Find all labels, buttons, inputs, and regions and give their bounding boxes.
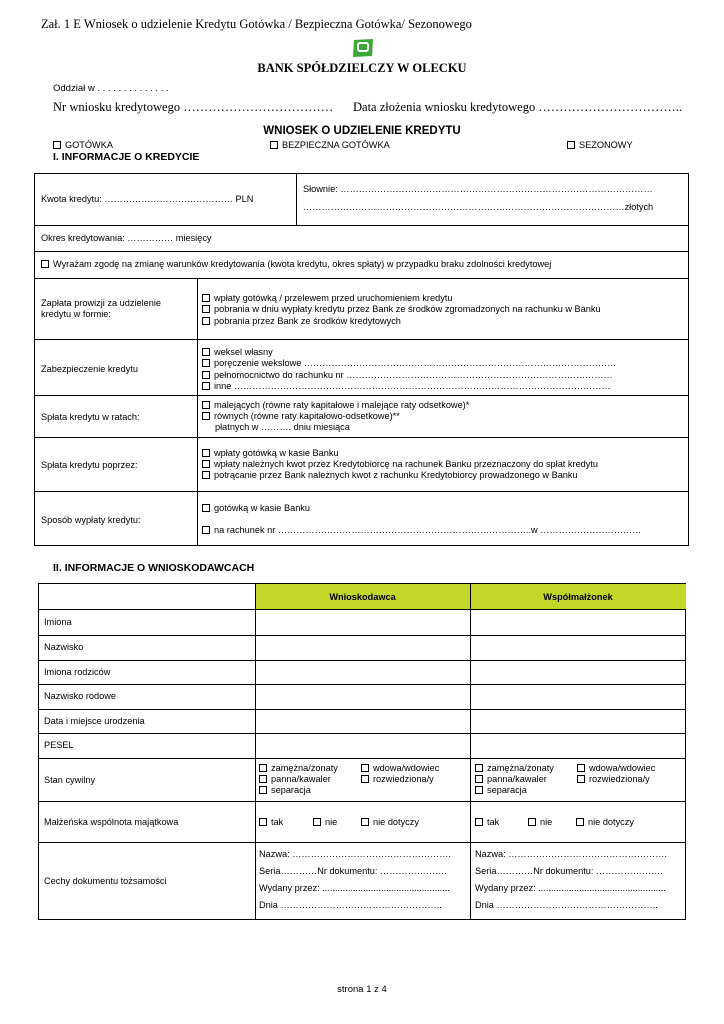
section1-title: I. INFORMACJE O KREDYCIE bbox=[53, 151, 200, 163]
applicant-property-yes[interactable]: tak bbox=[259, 817, 283, 827]
applicant-id-issuer[interactable]: Wydany przez: .................................................. bbox=[259, 883, 450, 893]
row-label-property: Małżeńska wspólnota majątkowa bbox=[44, 817, 179, 827]
row-label-surname: Nazwisko bbox=[44, 642, 84, 652]
spouse-parents-input[interactable] bbox=[471, 661, 685, 683]
page-number: strona 1 z 4 bbox=[337, 984, 387, 995]
amount-in-words-line2[interactable]: ……………………………………………………………………………………………złotych bbox=[303, 202, 654, 212]
credit-type-bezpieczna[interactable]: BEZPIECZNA GOTÓWKA bbox=[270, 140, 390, 150]
applicant-civil-single[interactable]: panna/kawaler bbox=[259, 774, 331, 784]
applicant-id-name[interactable]: Nazwa: ……………………………………………. bbox=[259, 849, 451, 859]
row-label-maiden-name: Nazwisko rodowe bbox=[44, 691, 116, 701]
installments-day-field[interactable]: płatnych w ………. dniu miesiąca bbox=[215, 422, 350, 432]
spouse-civil-married[interactable]: zamężna/żonaty bbox=[475, 763, 554, 773]
repayment-label: Spłata kredytu poprzez: bbox=[41, 460, 138, 470]
bank-logo bbox=[351, 38, 375, 58]
checkbox[interactable] bbox=[259, 775, 267, 783]
checkbox[interactable] bbox=[41, 260, 49, 268]
credit-amount-field[interactable]: Kwota kredytu: …………………………………… PLN bbox=[41, 194, 254, 204]
installments-option-1[interactable]: malejących (równe raty kapitałowe i malejące raty odsetkowe)* bbox=[202, 400, 469, 410]
spouse-id-date[interactable]: Dnia …………………………………………….. bbox=[475, 900, 658, 910]
security-option-2[interactable]: poręczenie wekslowe ………………………………………………………………………………………… bbox=[202, 358, 616, 368]
checkbox[interactable] bbox=[577, 775, 585, 783]
checkbox[interactable] bbox=[475, 775, 483, 783]
applicant-maiden-input[interactable] bbox=[256, 685, 469, 708]
repayment-option-3[interactable]: potrącanie przez Bank należnych kwot z rachunku Kredytobiorcy prowadzonego w Banku bbox=[202, 470, 578, 480]
row-label-pesel: PESEL bbox=[44, 740, 74, 750]
form-title: WNIOSEK O UDZIELENIE KREDYTU bbox=[263, 125, 461, 137]
row-label-first-names: Imiona bbox=[44, 617, 72, 627]
row-label-civil-status: Stan cywilny bbox=[44, 775, 96, 785]
checkbox[interactable] bbox=[528, 818, 536, 826]
amount-in-words-line1[interactable]: Słownie: ………………………………………………………………………………………… bbox=[303, 184, 653, 194]
checkbox[interactable] bbox=[202, 382, 210, 390]
applicant-civil-widowed[interactable]: wdowa/wdowiec bbox=[361, 763, 439, 773]
checkbox[interactable] bbox=[567, 141, 575, 149]
checkbox[interactable] bbox=[202, 504, 210, 512]
commission-option-1[interactable]: wpłaty gotówką / przelewem przed uruchomieniem kredytu bbox=[202, 293, 452, 303]
checkbox[interactable] bbox=[475, 818, 483, 826]
applicant-id-date[interactable]: Dnia …………………………………………….. bbox=[259, 900, 442, 910]
applicant-property-na[interactable]: nie dotyczy bbox=[361, 817, 419, 827]
bank-name: BANK SPÓŁDZIELCZY W OLECKU bbox=[257, 61, 467, 75]
checkbox[interactable] bbox=[202, 471, 210, 479]
row-label-parents-names: Imiona rodziców bbox=[44, 667, 111, 677]
applicant-first-names-input[interactable] bbox=[256, 610, 469, 634]
checkbox[interactable] bbox=[259, 818, 267, 826]
checkbox[interactable] bbox=[259, 764, 267, 772]
commission-option-2[interactable]: pobrania w dniu wypłaty kredytu przez Bank ze środków zgromadzonych na rachunku w Banku bbox=[202, 304, 601, 314]
application-date-field[interactable]: Data złożenia wniosku kredytowego …………………………….. bbox=[353, 100, 683, 114]
checkbox[interactable] bbox=[202, 526, 210, 534]
payout-cash-option[interactable]: gotówką w kasie Banku bbox=[202, 503, 310, 513]
checkbox[interactable] bbox=[576, 818, 584, 826]
credit-type-sezonowy[interactable]: SEZONOWY bbox=[567, 140, 633, 150]
repayment-option-1[interactable]: wpłaty gotówką w kasie Banku bbox=[202, 448, 339, 458]
security-label: Zabezpieczenie kredytu bbox=[41, 364, 139, 374]
checkbox[interactable] bbox=[202, 294, 210, 302]
checkbox[interactable] bbox=[202, 359, 210, 367]
spouse-pesel-input[interactable] bbox=[471, 734, 685, 757]
installments-option-2[interactable]: równych (równe raty kapitałowo-odsetkowe)** bbox=[202, 411, 400, 421]
applicant-civil-married[interactable]: zamężna/żonaty bbox=[259, 763, 338, 773]
spouse-id-name[interactable]: Nazwa: ……………………………………………. bbox=[475, 849, 667, 859]
installments-label: Spłata kredytu w ratach: bbox=[41, 412, 140, 422]
column-spouse: Współmałżonek bbox=[543, 592, 613, 602]
checkbox[interactable] bbox=[202, 412, 210, 420]
checkbox[interactable] bbox=[202, 305, 210, 313]
spouse-civil-divorced[interactable]: rozwiedziona/y bbox=[577, 774, 650, 784]
spouse-surname-input[interactable] bbox=[471, 636, 685, 659]
applicant-civil-separated[interactable]: separacja bbox=[259, 785, 311, 795]
applicant-pesel-input[interactable] bbox=[256, 734, 469, 757]
spouse-maiden-input[interactable] bbox=[471, 685, 685, 708]
checkbox[interactable] bbox=[577, 764, 585, 772]
checkbox[interactable] bbox=[202, 317, 210, 325]
payout-account-option[interactable]: na rachunek nr ………………………………………………………………………..w …………………………… bbox=[202, 525, 641, 535]
credit-info-box bbox=[34, 173, 689, 546]
security-option-4[interactable]: inne …………………………………………………………………………………………………………… bbox=[202, 381, 611, 391]
credit-period-field[interactable]: Okres kredytowania: …………… miesięcy bbox=[41, 233, 212, 243]
security-option-3[interactable]: pełnomocnictwo do rachunku nr …………………………………………………………………………… bbox=[202, 370, 613, 380]
section2-title: II. INFORMACJE O WNIOSKODAWCACH bbox=[53, 562, 255, 574]
spouse-property-no[interactable]: nie bbox=[528, 817, 552, 827]
column-applicant: Wnioskodawca bbox=[329, 592, 396, 602]
checkbox[interactable] bbox=[53, 141, 61, 149]
checkbox[interactable] bbox=[361, 818, 369, 826]
attachment-title: Zał. 1 E Wniosek o udzielenie Kredytu Gotówka / Bezpieczna Gotówka/ Sezonowego bbox=[41, 17, 472, 31]
security-option-1[interactable]: weksel własny bbox=[202, 347, 273, 357]
spouse-property-yes[interactable]: tak bbox=[475, 817, 499, 827]
checkbox[interactable] bbox=[202, 460, 210, 468]
checkbox[interactable] bbox=[202, 449, 210, 457]
applicant-parents-input[interactable] bbox=[256, 661, 469, 683]
applicant-civil-divorced[interactable]: rozwiedziona/y bbox=[361, 774, 434, 784]
spouse-id-issuer[interactable]: Wydany przez: .................................................. bbox=[475, 883, 666, 893]
spouse-birth-input[interactable] bbox=[471, 710, 685, 732]
spouse-civil-separated[interactable]: separacja bbox=[475, 785, 527, 795]
checkbox[interactable] bbox=[313, 818, 321, 826]
applicant-surname-input[interactable] bbox=[256, 636, 469, 659]
checkbox[interactable] bbox=[270, 141, 278, 149]
spouse-property-na[interactable]: nie dotyczy bbox=[576, 817, 634, 827]
credit-type-gotowka[interactable]: GOTÓWKA bbox=[53, 140, 113, 150]
branch-field[interactable]: Oddział w . . . . . . . . . . . . . . bbox=[53, 83, 169, 94]
commission-option-3[interactable]: pobrania przez Bank ze środków kredytowych bbox=[202, 316, 401, 326]
checkbox[interactable] bbox=[202, 371, 210, 379]
applicant-property-no[interactable]: nie bbox=[313, 817, 337, 827]
checkbox[interactable] bbox=[361, 764, 369, 772]
applicant-birth-input[interactable] bbox=[256, 710, 469, 732]
spouse-civil-single[interactable]: panna/kawaler bbox=[475, 774, 547, 784]
consent-row[interactable]: Wyrażam zgodę na zmianę warunków kredytowania (kwota kredytu, okres spłaty) w przypadku braku zdolności kredytowej bbox=[41, 259, 551, 269]
row-label-birth: Data i miejsce urodzenia bbox=[44, 716, 145, 726]
applicant-id-series[interactable]: Seria…………Nr dokumentu: …………………. bbox=[259, 866, 447, 876]
applicants-table bbox=[38, 583, 686, 920]
commission-label: Zapłata prowizji za udzielenie kredytu w formie: bbox=[41, 298, 162, 319]
checkbox[interactable] bbox=[202, 348, 210, 356]
payout-label: Sposób wypłaty kredytu: bbox=[41, 515, 141, 525]
spouse-id-series[interactable]: Seria…………Nr dokumentu: …………………. bbox=[475, 866, 663, 876]
checkbox[interactable] bbox=[475, 786, 483, 794]
spouse-civil-widowed[interactable]: wdowa/wdowiec bbox=[577, 763, 655, 773]
spouse-first-names-input[interactable] bbox=[471, 610, 685, 634]
repayment-option-2[interactable]: wpłaty należnych kwot przez Kredytobiorcę na rachunek Banku przeznaczony do spłat kredytu bbox=[202, 459, 598, 469]
checkbox[interactable] bbox=[475, 764, 483, 772]
row-label-id-document: Cechy dokumentu tożsamości bbox=[44, 876, 167, 886]
checkbox[interactable] bbox=[202, 401, 210, 409]
application-number-field[interactable]: Nr wniosku kredytowego ……………………………… bbox=[53, 100, 334, 114]
checkbox[interactable] bbox=[361, 775, 369, 783]
checkbox[interactable] bbox=[259, 786, 267, 794]
